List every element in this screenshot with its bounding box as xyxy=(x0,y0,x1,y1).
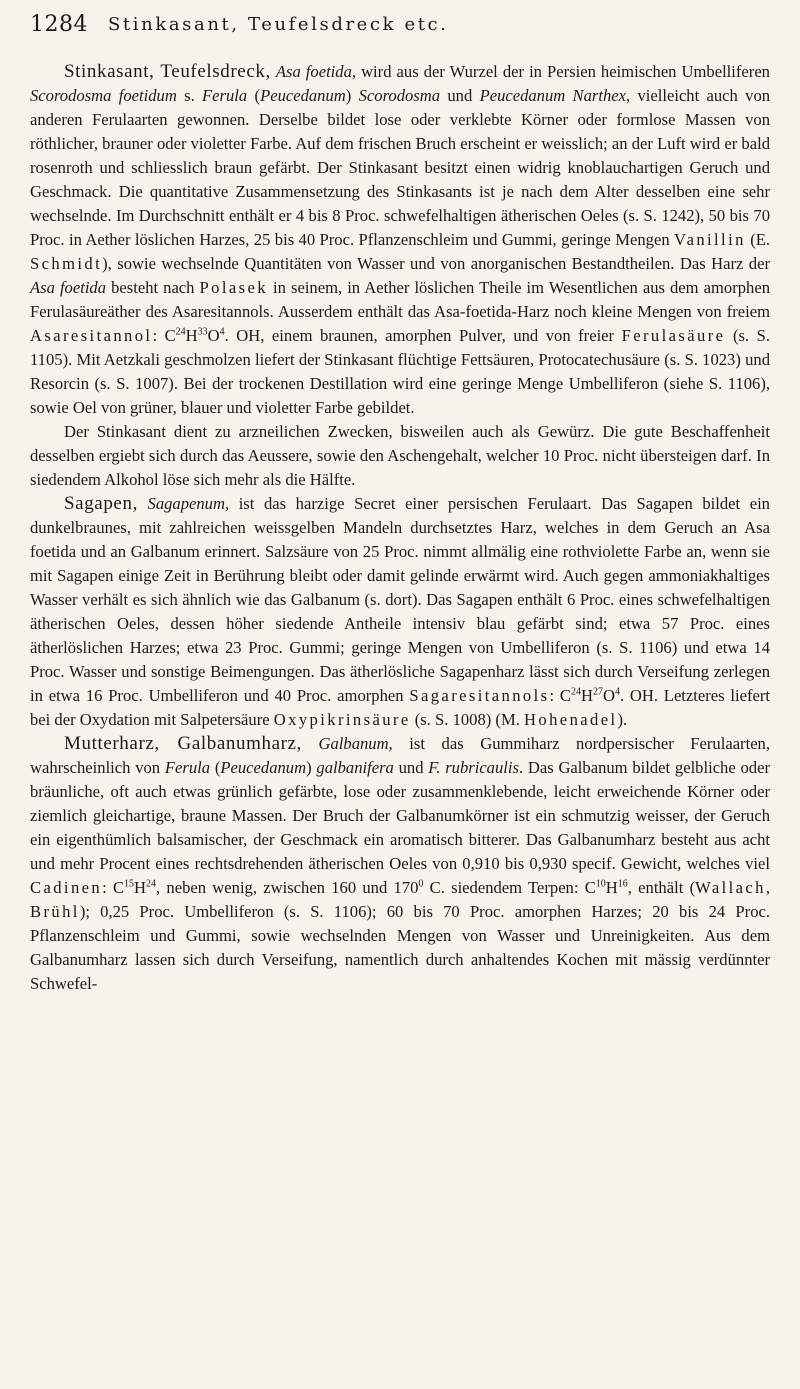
spaced-term: Ferulasäure xyxy=(621,326,726,345)
formula-index: 15 xyxy=(124,878,135,890)
page-header xyxy=(30,8,770,44)
lemma-stinkasant: Stinkasant, Teufelsdreck, xyxy=(64,61,271,82)
formula-index: 24 xyxy=(175,326,186,338)
page-number: 1284 xyxy=(30,12,88,37)
formula-index: 33 xyxy=(197,326,208,338)
formula-index: 10 xyxy=(595,878,606,890)
author-name: Hohenadel xyxy=(524,710,618,729)
paragraph-stinkasant: Stinkasant, Teufelsdreck, Asa foetida, wird aus der Wurzel der in Persien heimischen Umbelliferen Scorodosma foetidum s. Ferula (Peucedanum) Scorodosma und Peucedanum Narthex, vielleicht auch von anderen Ferulaarten gewonnen. Derselbe bildet lose oder verklebte Körner oder formlose Massen von röthlicher, brauner oder violetter Farbe. Auf dem frischen Bruch erscheint er weisslich; an der Luft wird er bald rosenroth und schliesslich braun gefärbt. Der Stinkasant besitzt einen widrig knoblauchartigen Geruch und Geschmack. Die quantitative Zusammensetzung des Stinkasants ist je nach dem Alter desselben eine sehr wechselnde. Im Durchschnitt enthält er 4 bis 8 Proc. schwefelhaltigen ätherischen Oeles (s. S. 1242), 50 bis 70 Proc. in Aether löslichen Harzes, 25 bis 40 Proc. Pflanzenschleim und Gummi, geringe Mengen Vanillin (E. Schmidt), sowie wechselnde Quantitäten von Wasser und von anorganischen Bestandtheilen. Das Harz der Asa foetida besteht nach Polasek in seinem, in Aether löslichen Theile im Wesentlichen aus dem amorphen Ferulasäureäther des Asaresitannols. Ausserdem enthält das Asa-foetida-Harz noch kleine Mengen von freiem Asaresitannol: $C^{24}H^{33}O^4$. OH, einem braunen, amorphen Pulver, und von freier Ferulasäure (s. S. 1105). Mit Aetzkali geschmolzen liefert der Stinkasant flüchtige Fettsäuren, Protocatechusäure (s. S. 1023) und Resorcin (s. S. 1007). Bei der trockenen Destillation wird eine geringe Menge Umbelliferon (siehe S. 1106), sowie Oel von grüner, blauer und violetter Farbe gebildet. xyxy=(30,61,771,417)
formula-index: 24 xyxy=(146,878,157,890)
formula-index: 24 xyxy=(570,686,581,698)
formula-index: 4 xyxy=(219,326,225,338)
author-name: Schmidt xyxy=(30,254,103,273)
author-name: Polasek xyxy=(199,278,268,297)
formula-index: 4 xyxy=(614,686,620,698)
lemma-mutterharz: Mutterharz, Galbanumharz, xyxy=(64,733,302,754)
degree-mark: 0 xyxy=(418,878,424,890)
formula-index: 27 xyxy=(592,686,603,698)
latin-name: Galbanum, xyxy=(318,734,393,753)
spaced-term: Sagaresitannols xyxy=(409,686,550,705)
lemma-sagapen: Sagapen, xyxy=(64,493,138,514)
spaced-term: Cadinen xyxy=(30,878,103,897)
paragraph-sagapen: Sagapen, Sagapenum, ist das harzige Secret einer persischen Ferulaart. Das Sagapen bildet ein dunkelbraunes, mit zahlreichen weissgelben Mandeln durchsetztes Harz, welches in dem Geruch an Asa foetida und an Galbanum erinnert. Salzsäure von 25 Proc. nimmt allmälig eine rothviolette Farbe an, wenn sie mit Sagapen einige Zeit in Berührung bleibt oder damit gelinde erwärmt wird. Auch gegen ammoniakhaltiges Wasser verhält es sich ähnlich wie das Galbanum (s. dort). Das Sagapen enthält 6 Proc. eines schwefelhaltigen ätherischen Oeles, dessen höher siedende Antheile intensiv blau gefärbt sind; etwa 57 Proc. eines ätherlöslichen Harzes; etwa 23 Proc. Gummi; geringe Mengen von Umbelliferon (s. S. 1106) und etwa 14 Proc. Wasser und sonstige Beimengungen. Das ätherlösliche Sagapenharz lässt sich durch Verseifung zerlegen in etwa 16 Proc. Umbelliferon und 40 Proc. amorphen Sagaresitannols: $C^{24}H^{27}O^4$. OH. Letzteres liefert bei der Oxydation mit Salpetersäure Oxypikrinsäure (s. S. 1008) (M. Hohenadel). xyxy=(30,493,771,729)
spaced-term: Oxypikrinsäure xyxy=(273,710,411,729)
paragraph-galbanum: Mutterharz, Galbanumharz, Galbanum, ist das Gummiharz nordpersischer Ferulaarten, wahrscheinlich von Ferula (Peucedanum) galbanifera und F. rubricaulis. Das Galbanum bildet gelbliche oder bräunliche, oft auch etwas grünlich gefärbte, lose oder zusammenklebende, leicht erweichende Körner oder ziemlich gleichartige, braune Massen. Der Bruch der Galbanumkörner ist ein schmutzig weisser, der Geruch ein eigenthümlich balsamischer, der Geschmack ein aromatisch bitterer. Das Galbanumharz besteht aus acht und mehr Procent eines rechtsdrehenden ätherischen Oeles von 0,910 bis 0,930 specif. Gewicht, welches viel Cadinen: $C^{15}H^{24}$, neben wenig, zwischen 160 und $170^0$ C. siedendem Terpen: $C^{10}H^{16}$, enthält (Wallach, Brühl); 0,25 Proc. Umbelliferon (s. S. 1106); 60 bis 70 Proc. amorphen Harzes; 20 bis 24 Proc. Pflanzenschleim und Gummi, sowie wechselnden Mengen von Wasser und Unreinigkeiten. Aus dem Galbanumharz lassen sich durch Verseifung, namentlich durch anhaltendes Kochen mit mässig verdünnter Schwefel- xyxy=(30,733,771,993)
spaced-term: Vanillin xyxy=(674,230,746,249)
author-name: Wallach xyxy=(695,878,766,897)
running-head: Stinkasant, Teufelsdreck etc. xyxy=(108,14,449,35)
author-name: Brühl xyxy=(30,902,80,921)
latin-name: Sagapenum, xyxy=(147,494,230,513)
body-text xyxy=(30,60,770,996)
paragraph-usage: Der Stinkasant dient zu arzneilichen Zwecken, bisweilen auch als Gewürz. Die gute Beschaffenheit desselben ergiebt sich durch das Aeussere, sowie den Aschengehalt, welcher 10 Proc. nicht übersteigen darf. In siedendem Alkohol löse sich mehr als die Hälfte. xyxy=(30,422,770,489)
latin-name: Asa foetida, xyxy=(275,62,357,81)
spaced-term: Asaresitannol xyxy=(30,326,153,345)
formula-index: 16 xyxy=(617,878,628,890)
